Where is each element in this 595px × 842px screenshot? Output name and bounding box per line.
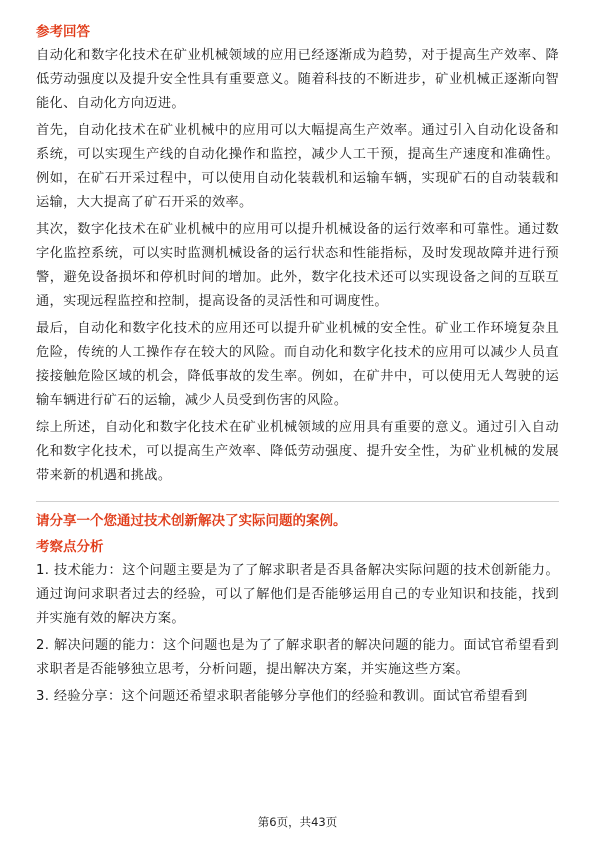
document-page bbox=[36, 22, 559, 712]
answer-paragraph-summary: 综上所述，自动化和数字化技术在矿业机械领域的应用具有重要的意义。通过引入自动化和数字化技术，可以提高生产效率、降低劳动强度、提升安全性，为矿业机械的发展带来新的机遇和挑战。 bbox=[36, 420, 559, 483]
answer-paragraph-last: 最后，自动化和数字化技术的应用还可以提升矿业机械的安全性。矿业工作环境复杂且危险，传统的人工操作存在较大的风险。而自动化和数字化技术的应用可以减少人员直接接触危险区域的机会，降低事故的发生率。例如，在矿井中，可以使用无人驾驶的运输车辆进行矿石的运输，减少人员受到伤害的风险。 bbox=[36, 321, 559, 408]
section-divider bbox=[36, 501, 559, 502]
answer-paragraph-first: 首先，自动化技术在矿业机械中的应用可以大幅提高生产效率。通过引入自动化设备和系统，可以实现生产线的自动化操作和监控，减少人工干预，提高生产速度和准确性。例如，在矿石开采过程中，可以使用自动化装载机和运输车辆，实现矿石的自动装载和运输，大大提高了矿石开采的效率。 bbox=[36, 123, 559, 210]
page-number-footer: 第6页，共43页 bbox=[257, 815, 338, 829]
analysis-item-technical-ability: 1. 技术能力：这个问题主要是为了了解求职者是否具备解决实际问题的技术创新能力。通过询问求职者过去的经验，可以了解他们是否能够运用自己的专业知识和技能，找到并实施有效的解决方案。 bbox=[36, 563, 559, 626]
answer-paragraph-second: 其次，数字化技术在矿业机械中的应用可以提升机械设备的运行效率和可靠性。通过数字化监控系统，可以实时监测机械设备的运行状态和性能指标，及时发现故障并进行预警，避免设备损坏和停机时间的增加。此外，数字化技术还可以实现设备之间的互联互通，实现远程监控和控制，提高设备的灵活性和可调度性。 bbox=[36, 222, 559, 309]
analysis-heading: 考察点分析 bbox=[36, 539, 104, 555]
analysis-item-problem-solving: 2. 解决问题的能力：这个问题也是为了了解求职者的解决问题的能力。面试官希望看到求职者是否能够独立思考，分析问题，提出解决方案，并实施这些方案。 bbox=[36, 638, 559, 677]
question-heading: 请分享一个您通过技术创新解决了实际问题的案例。 bbox=[36, 513, 347, 529]
answer-heading: 参考回答 bbox=[36, 24, 90, 40]
answer-paragraph-intro: 自动化和数字化技术在矿业机械领域的应用已经逐渐成为趋势，对于提高生产效率、降低劳动强度以及提升安全性具有重要意义。随着科技的不断进步，矿业机械正逐渐向智能化、自动化方向迈进。 bbox=[36, 48, 559, 111]
analysis-item-experience-sharing: 3. 经验分享：这个问题还希望求职者能够分享他们的经验和教训。面试官希望看到 bbox=[36, 689, 528, 704]
